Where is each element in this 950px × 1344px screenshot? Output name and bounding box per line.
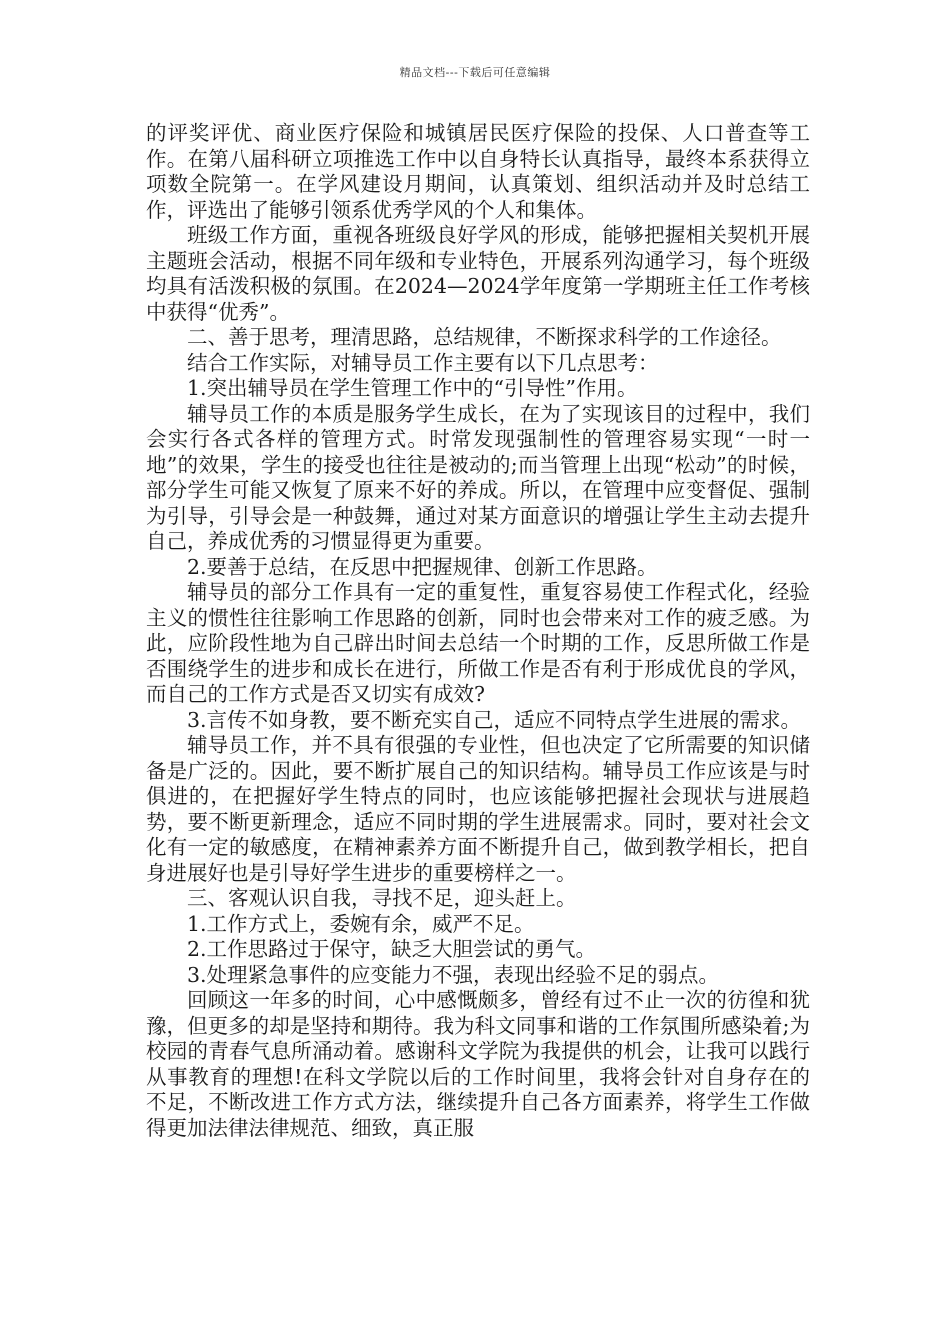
paragraph: 结合工作实际，对辅导员工作主要有以下几点思考： (187, 350, 659, 375)
list-item: 2.要善于总结，在反思中把握规律、创新工作思路。 (187, 554, 658, 579)
paragraph: 辅导员工作的本质是服务学生成长，在为了实现该目的过程中，我们会实行各式各样的管理方式。时常发现强制性的管理容易实现“一时一地”的效果，学生的接受也往往是被动的;而当管理上出现“松动”的时候，部分学生可能又恢复了原来不好的养成。所以，在管理中应变督促、强制为引导，引导会是一种鼓舞，通过对某方面意识的增强让学生主动去提升自己，养成优秀的习惯显得更为重要。 (146, 401, 810, 553)
document-body (146, 121, 810, 1141)
list-item: 1.突出辅导员在学生管理工作中的“引导性”作用。 (187, 376, 638, 400)
paragraph: 回顾这一年多的时间，心中感慨颇多，曾经有过不止一次的彷徨和犹豫，但更多的却是坚持和期待。我为科文同事和谐的工作氛围所感染着;为校园的青春气息所涌动着。感谢科文学院为我提供的机会，让我可以践行从事教育的理想!在科文学院以后的工作时间里，我将会针对自身存在的不足，不断改进工作方式方法，继续提升自己各方面素养，将学生工作做得更加法律法律规范、细致，真正服 (146, 988, 810, 1140)
paragraph: 辅导员工作，并不具有很强的专业性，但也决定了它所需要的知识储备是广泛的。因此，要不断扩展自己的知识结构。辅导员工作应该是与时俱进的，在把握好学生特点的同时，也应该能够把握社会现状与进展趋势，要不断更新理念，适应不同时期的学生进展需求。同时，要对社会文化有一定的敏感度，在精神素养方面不断提升自己，做到教学相长，把自身进展好也是引导好学生进步的重要榜样之一。 (146, 733, 810, 885)
list-item: 1.工作方式上，委婉有余，威严不足。 (187, 911, 535, 936)
list-item: 3.言传不如身教，要不断充实自己，适应不同特点学生进展的需求。 (187, 707, 802, 732)
paragraph: 班级工作方面，重视各班级良好学风的形成，能够把握相关契机开展主题班会活动，根据不同年级和专业特色，开展系列沟通学习，每个班级均具有活泼积极的氛围。在2024—2024学年度第一学期班主任工作考核中获得“优秀”。 (146, 223, 810, 324)
list-item: 2.工作思路过于保守，缺乏大胆尝试的勇气。 (187, 937, 597, 961)
section-heading: 三、客观认识自我，寻找不足，迎头赶上。 (187, 886, 577, 910)
paragraph: 的评奖评优、商业医疗保险和城镇居民医疗保险的投保、人口普查等工作。在第八届科研立项推选工作中以自身特长认真指导，最终本系获得立项数全院第一。在学风建设月期间，认真策划、组织活动并及时总结工作，评选出了能够引领系优秀学风的个人和集体。 (146, 121, 810, 222)
paragraph: 辅导员的部分工作具有一定的重复性，重复容易使工作程式化，经验主义的惯性往往影响工作思路的创新，同时也会带来对工作的疲乏感。为此，应阶段性地为自己辟出时间去总结一个时期的工作，反思所做工作是否围绕学生的进步和成长在进行，所做工作是否有利于形成优良的学风，而自己的工作方式是否又切实有成效? (146, 580, 810, 706)
section-heading: 二、善于思考，理清思路，总结规律，不断探求科学的工作途径。 (187, 325, 782, 349)
page-header: 精品文档---下载后可任意编辑 (399, 66, 551, 79)
list-item: 3.处理紧急事件的应变能力不强，表现出经验不足的弱点。 (187, 962, 720, 987)
